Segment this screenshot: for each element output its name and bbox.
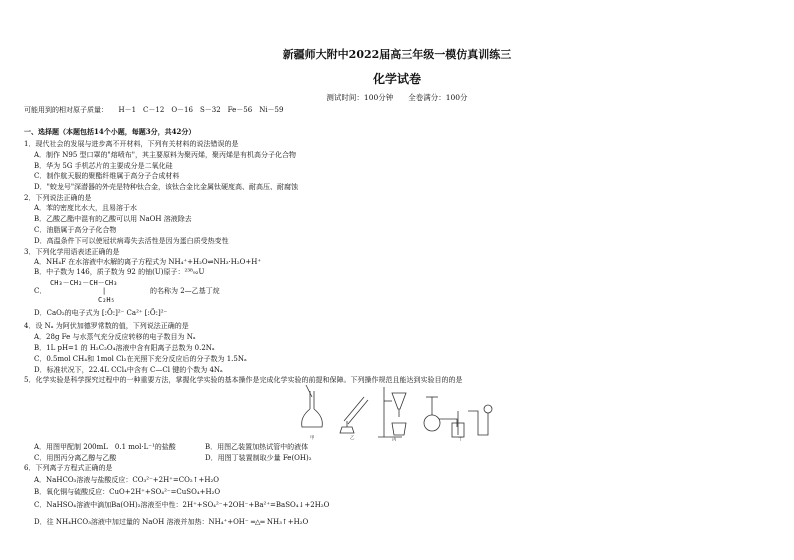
q6-option-b: B．氧化铜与硫酸反应：CuO+2H⁺+SO₄²⁻=CuSO₄+H₂O — [34, 488, 221, 496]
label-bing: 丙 — [392, 438, 397, 441]
q2-option-a: A．苯的密度比水大，且易溶于水 — [34, 204, 138, 212]
q4-option-b: B．1L pH=1 的 H₂C₂O₄溶液中含有阳离子总数为 0.2Nₐ — [34, 344, 215, 352]
q3-option-a: A．NH₄F 在水溶液中水解的离子方程式为 NH₄⁺+H₂O⇌NH₃·H₂O+H⁺ — [34, 258, 262, 266]
apparatus-drawing — [292, 383, 522, 441]
q4-option-d: D．标准状况下，22.4L CCl₄中含有 C—Cl 键的个数为 4Nₐ — [34, 366, 223, 374]
fe-oh2-apparatus-icon — [424, 397, 492, 437]
q4-stem: 4．设 Nₐ 为阿伏加德罗常数的值，下列说法正确的是 — [24, 322, 189, 330]
q3-structure-bond: | — [102, 287, 107, 295]
exam-meta: 测试时间：100分钟 全卷满分：100分 — [326, 93, 468, 102]
q3-structure-branch: C₂H₅ — [98, 296, 115, 304]
q3-option-b: B．中子数为 146，质子数为 92 的铀(U)原子：²³⁸₉₂U — [34, 268, 205, 276]
q4-option-a: A．28g Fe 与水蒸气充分反应转移的电子数目为 Nₐ — [34, 333, 196, 341]
atomic-masses: 可能用到的相对原子质量： H－1 C－12 O－16 S－32 Fe－56 Ni－59 — [24, 106, 284, 114]
q2-option-d: D．高温条件下可以使冠状病毒失去活性是因为蛋白质受热变性 — [34, 237, 229, 245]
test-tube-icon — [340, 397, 368, 433]
q1-stem: 1．现代社会的发展与进步离不开材料，下列有关材料的说法错误的是 — [24, 140, 239, 148]
q2-option-b: B．乙酸乙酯中混有的乙酸可以用 NaOH 溶液除去 — [34, 215, 192, 223]
q5-stem: 5．化学实验是科学探究过程中的一种重要方法，掌握化学实验的基本操作是完成化学实验的前提和保障。下列操作规范且能达到实验目的的是 — [24, 376, 463, 384]
q5-apparatus-figures — [292, 383, 522, 441]
section-title: 一、选择题（本题包括14个小题，每题3分，共42分） — [24, 127, 196, 136]
q5-option-c: C．用图丙分离乙醇与乙酸 — [34, 454, 117, 462]
q6-option-d: D．往 NH₄HCO₃溶液中加过量的 NaOH 溶液并加热：NH₄⁺+OH⁻ ═△═ NH₃↑+H₂O — [34, 518, 309, 526]
q2-option-c: C．油脂属于高分子化合物 — [34, 226, 117, 234]
q6-option-a: A．NaHCO₃溶液与盐酸反应：CO₃²⁻+2H⁺=CO₂↑+H₂O — [34, 476, 220, 484]
q1-option-d: D．"蛟龙号"深潜器的外壳是特种钛合金，该钛合金比金属钛硬度高、耐高压、耐腐蚀 — [34, 183, 299, 191]
q5-option-b: B．用图乙装置加热试管中的液体 — [205, 443, 309, 451]
flask-icon — [302, 385, 323, 427]
exam-subject: 化学试卷 — [372, 72, 421, 86]
q5-option-d: D．用图丁装置制取少量 Fe(OH)₂ — [205, 454, 312, 462]
separatory-funnel-icon — [378, 387, 406, 437]
q3-option-c-name: 的名称为 2—乙基丁烷 — [150, 287, 220, 295]
q5-option-a: A．用图甲配制 200mL 0.1 mol·L⁻¹的盐酸 — [34, 443, 176, 451]
q3-structure-main-chain: CH₃－CH₂－CH－CH₃ — [50, 279, 118, 287]
exam-title: 新疆师大附中2022届高三年级一模仿真训练三 — [282, 48, 512, 61]
q2-stem: 2．下列说法正确的是 — [24, 194, 92, 202]
label-yi: 乙 — [350, 436, 355, 441]
q3-option-d: D．CaO₂的电子式为 [:Ö:]²⁻ Ca²⁺ [:Ö:]²⁻ — [34, 309, 168, 317]
label-ding: 丁 — [458, 438, 463, 441]
q6-option-c: C．NaHSO₄溶液中滴加Ba(OH)₂溶液至中性：2H⁺+SO₄²⁻+2OH⁻+Ba²⁺=BaSO₄↓+2H₂O — [34, 501, 330, 509]
q1-option-c: C．制作航天服的聚酯纤维属于高分子合成材料 — [34, 172, 180, 180]
q1-option-b: B．华为 5G 手机芯片的主要成分是二氧化硅 — [34, 162, 173, 170]
q6-stem: 6．下列离子方程式正确的是 — [24, 464, 113, 472]
q1-option-a: A．制作 N95 型口罩的"熔喷布"，其主要原料为聚丙烯，聚丙烯是有机高分子化合物 — [34, 151, 296, 159]
q3-option-c-prefix: C． — [34, 287, 47, 295]
q4-option-c: C．0.5mol CH₄和 1mol Cl₂在光照下充分反应后的分子数为 1.5Nₐ — [34, 355, 247, 363]
q3-stem: 3．下列化学用语表述正确的是 — [24, 248, 120, 256]
label-jia: 甲 — [310, 436, 315, 441]
